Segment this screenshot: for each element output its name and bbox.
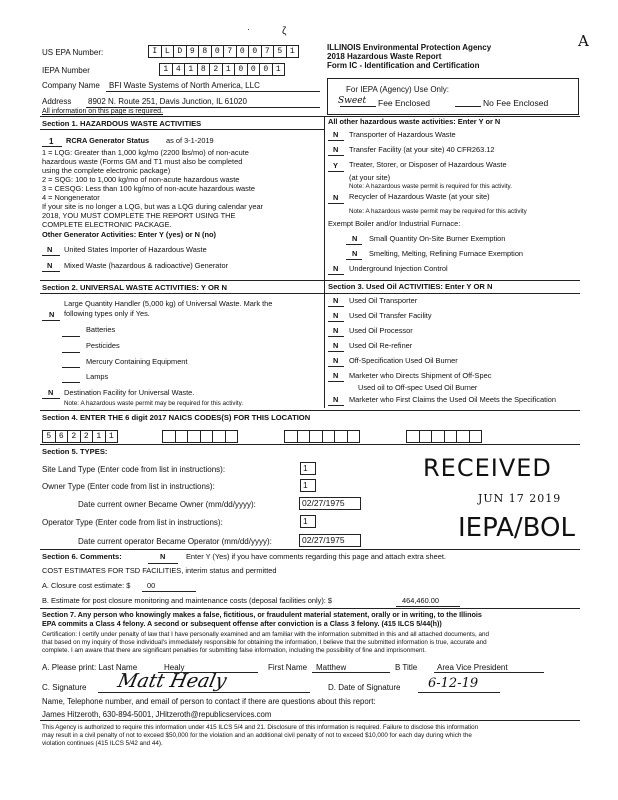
- us-epa-digit: 0: [236, 45, 250, 58]
- treater-label: Treater, Storer, or Disposer of Hazardous Waste: [349, 160, 507, 169]
- signature-date-label: D. Date of Signature: [328, 683, 401, 692]
- importer-value: N: [47, 245, 53, 254]
- section7-title-1: Section 7. Any person who knowingly makes a false, fictitious, or fraudulent material statement, orally or in writing, to the Illinois: [42, 610, 482, 619]
- iepa-digit: 1: [222, 63, 236, 76]
- rcra-label: RCRA Generator Status: [66, 136, 150, 145]
- closure-label: A. Closure cost estimate: $: [42, 581, 131, 590]
- section2-title: Section 2. UNIVERSAL WASTE ACTIVITIES: Y OR N: [42, 283, 227, 292]
- operator-type-value[interactable]: 1: [300, 515, 316, 528]
- uo-processor-label: Used Oil Processor: [349, 326, 413, 335]
- naics-digit: 6: [55, 430, 69, 443]
- iepa-use-label: For IEPA (Agency) Use Only:: [346, 85, 449, 94]
- us-epa-digit: 1: [286, 45, 300, 58]
- uo-burner-label: Off-Specification Used Oil Burner: [349, 356, 458, 365]
- contact-label: Name, Telephone number, and email of person to contact if there are questions about this report:: [42, 697, 376, 706]
- type-mercury: Mercury Containing Equipment: [86, 357, 188, 366]
- naics-digit: 2: [67, 430, 81, 443]
- section4-title: Section 4. ENTER THE 6 digit 2017 NAICS CODES(S) FOR THIS LOCATION: [42, 413, 311, 422]
- uo-transporter-label: Used Oil Transporter: [349, 296, 418, 305]
- destination-label: Destination Facility for Universal Waste.: [64, 388, 195, 397]
- uo-rerefiner-value: N: [333, 341, 339, 350]
- smelting-value: N: [352, 249, 358, 258]
- uo-processor-value: N: [333, 326, 339, 335]
- iepa-digit: 0: [234, 63, 248, 76]
- naics-blank-digit: [431, 430, 445, 443]
- s1-line-4: 3 = CESQG: Less than 100 kg/mo of non-acute hazardous waste: [42, 184, 256, 193]
- closure-value: 00: [147, 581, 156, 590]
- treater-value: Y: [333, 161, 338, 170]
- no-fee-enclosed: No Fee Enclosed: [483, 98, 549, 108]
- smelting-label: Smelting, Melting, Refining Furnace Exemption: [369, 249, 524, 258]
- s1-line-6: If your site is no longer a LQG, but was a LQG during calendar year: [42, 202, 264, 211]
- recycler-label: Recycler of Hazardous Waste (at your site): [349, 192, 490, 201]
- footer-line-1: This Agency is authorized to require this information under 415 ILCS 5/4 and 21. Disclosure of this information is required. Failure to disclose this information: [42, 724, 479, 731]
- title-label: B Title: [395, 663, 418, 672]
- us-epa-label: US EPA Number:: [42, 48, 104, 57]
- company-value: BFI Waste Systems of North America, LLC: [109, 81, 260, 90]
- s1-line-1: hazardous waste (Forms GM and T1 must also be completed: [42, 157, 243, 166]
- signature-date: 6-12-19: [428, 676, 479, 691]
- footer-line-3: violation continues (415 ILCS 5/42 and 44).: [42, 740, 163, 747]
- naics-code-blank-4: [406, 430, 481, 443]
- naics-digit: 1: [92, 430, 106, 443]
- iepa-digit: 8: [197, 63, 211, 76]
- exempt-boiler: Exempt Boiler and/or Industrial Furnace:: [328, 219, 461, 228]
- section1-title: Section 1. HAZARDOUS WASTE ACTIVITIES: [42, 119, 202, 128]
- iepa-digit: 2: [209, 63, 223, 76]
- iepa-label: IEPA Number: [42, 66, 90, 75]
- naics-digit: 1: [105, 430, 119, 443]
- rcra-value: 1: [49, 137, 54, 146]
- uo-marketer-value: N: [333, 371, 339, 380]
- agency-title: ILLINOIS Environmental Protection Agency: [327, 43, 492, 52]
- site-type-value[interactable]: 1: [300, 462, 316, 475]
- comments-value: N: [160, 552, 166, 561]
- naics-digit: 5: [42, 430, 56, 443]
- corner-mark: A: [578, 32, 589, 50]
- us-epa-number: [148, 45, 298, 58]
- small-burner-label: Small Quantity On-Site Burner Exemption: [369, 234, 506, 243]
- owner-type-label: Owner Type (Enter code from list in instructions):: [42, 482, 215, 491]
- lqh-value: N: [49, 310, 55, 319]
- report-title: 2018 Hazardous Waste Report: [327, 52, 442, 61]
- uic-label: Underground Injection Control: [349, 264, 448, 273]
- us-epa-digit: 7: [261, 45, 275, 58]
- us-epa-digit: 9: [186, 45, 200, 58]
- lqh-line-1: Large Quantity Handler (5,000 kg) of Universal Waste. Mark the: [64, 299, 273, 308]
- type-lamps: Lamps: [86, 372, 109, 381]
- iepa-digit: 1: [184, 63, 198, 76]
- print-last-name-label: A. Please print: Last Name: [42, 663, 138, 672]
- type-batteries: Batteries: [86, 325, 116, 334]
- received-date: JUN 17 2019: [478, 492, 562, 505]
- other-generator-activities: Other Generator Activities: Enter Y (yes) or N (no): [42, 230, 216, 239]
- naics-code-blank-2: [162, 430, 237, 443]
- owner-date-value[interactable]: 02/27/1975: [299, 497, 361, 510]
- s1-line-8: COMPLETE ELECTRONIC PACKAGE.: [42, 220, 172, 229]
- destination-note: Note: A hazardous waste permit may be required for this activity.: [64, 400, 244, 407]
- iepa-digit: 0: [259, 63, 273, 76]
- transfer-label: Transfer Facility (at your site) 40 CFR263.12: [349, 145, 495, 154]
- uo-transfer-value: N: [333, 311, 339, 320]
- section3-title: Section 3. Used Oil ACTIVITIES: Enter Y OR N: [328, 282, 493, 291]
- fee-enclosed: Fee Enclosed: [378, 98, 430, 108]
- other-activities-title: All other hazardous waste activities: Enter Y or N: [328, 117, 501, 126]
- us-epa-digit: 0: [248, 45, 262, 58]
- tsd-heading: COST ESTIMATES FOR TSD FACILITIES, interim status and permitted: [42, 566, 277, 575]
- uo-burner-value: N: [333, 356, 339, 365]
- section6-title: Section 6. Comments:: [42, 552, 122, 561]
- naics-blank-digit: [322, 430, 336, 443]
- destination-value: N: [48, 388, 54, 397]
- operator-type-label: Operator Type (Enter code from list in instructions):: [42, 518, 223, 527]
- form-title: Form IC - Identification and Certification: [327, 61, 480, 70]
- naics-blank-digit: [200, 430, 214, 443]
- lqh-line-2: following types only if Yes.: [64, 309, 150, 318]
- naics-blank-digit: [469, 430, 483, 443]
- s1-line-5: 4 = Nongenerator: [42, 193, 100, 202]
- naics-blank-digit: [162, 430, 176, 443]
- naics-digit: 2: [80, 430, 94, 443]
- us-epa-digit: 0: [211, 45, 225, 58]
- naics-code: [42, 430, 117, 443]
- small-burner-value: N: [352, 234, 358, 243]
- comments-text: Enter Y (Yes) if you have comments regarding this page and attach extra sheet.: [186, 552, 446, 561]
- us-epa-digit: 8: [198, 45, 212, 58]
- naics-blank-digit: [309, 430, 323, 443]
- rcra-as-of: as of 3-1-2019: [166, 136, 214, 145]
- uic-value: N: [333, 264, 339, 273]
- iepa-number: [159, 63, 284, 76]
- iepa-digit: 4: [172, 63, 186, 76]
- certification-2: that based on my inquiry of those individual's immediately responsible for obtaining the information, I believe that the submitted information is true, accurate and: [42, 639, 487, 646]
- iepa-digit: 1: [272, 63, 286, 76]
- transfer-value: N: [333, 145, 339, 154]
- signature-label: C. Signature: [42, 683, 87, 692]
- uo-claims-label: Marketer who First Claims the Used Oil Meets the Specification: [349, 395, 557, 404]
- address-value: 8902 N. Route 251, Davis Junction, IL 61020: [88, 97, 247, 106]
- naics-blank-digit: [444, 430, 458, 443]
- received-office: IEPA/BOL: [458, 513, 575, 543]
- post-closure-value: 464,460.00: [402, 596, 439, 605]
- importer-label: United States Importer of Hazardous Waste: [64, 245, 207, 254]
- iepa-digit: 1: [159, 63, 173, 76]
- fee-initials: Sweet: [338, 96, 367, 106]
- naics-blank-digit: [212, 430, 226, 443]
- certification-3: complete. I am aware that there are significant penalties for submitting false information, including the possibility of fine and imprisonment.: [42, 647, 426, 654]
- naics-blank-digit: [456, 430, 470, 443]
- first-name-label: First Name: [268, 663, 308, 672]
- s1-line-3: 2 = SQG: 100 to 1,000 kg/mo of non-acute hazardous waste: [42, 175, 240, 184]
- signature: Matt Healy: [115, 670, 229, 692]
- uo-marketer-label: Marketer who Directs Shipment of Off-Spec: [349, 371, 492, 380]
- mixed-label: Mixed Waste (hazardous & radioactive) Generator: [64, 261, 229, 270]
- uo-marketer-cont: Used oil to Off-spec Used Oil Burner: [358, 383, 478, 392]
- contact-value: James Hitzeroth, 630-894-5001, JHitzeroth@republicservices.com: [42, 710, 272, 719]
- naics-code-blank-3: [284, 430, 359, 443]
- operator-date-label: Date current operator Became Operator (mm/dd/yyyy):: [78, 537, 272, 546]
- recycler-value: N: [333, 193, 339, 202]
- s1-line-0: 1 = LQG: Greater than 1,000 kg/mo (2200 lbs/mo) of non-acute: [42, 148, 249, 157]
- uo-claims-value: N: [333, 395, 339, 404]
- owner-type-value[interactable]: 1: [300, 479, 316, 492]
- uo-rerefiner-label: Used Oil Re-refiner: [349, 341, 413, 350]
- us-epa-digit: I: [148, 45, 162, 58]
- naics-blank-digit: [187, 430, 201, 443]
- us-epa-digit: L: [161, 45, 175, 58]
- naics-blank-digit: [297, 430, 311, 443]
- company-label: Company Name: [42, 81, 100, 90]
- uo-transfer-label: Used Oil Transfer Facility: [349, 311, 432, 320]
- us-epa-digit: D: [173, 45, 187, 58]
- operator-date-value[interactable]: 02/27/1975: [299, 534, 361, 547]
- section5-title: Section 5. TYPES:: [42, 447, 108, 456]
- naics-blank-digit: [284, 430, 298, 443]
- naics-blank-digit: [406, 430, 420, 443]
- us-epa-digit: 7: [223, 45, 237, 58]
- certification-1: Certification: I certify under penalty of law that I have personally examined and am familiar with the information submitted in this and all attached documents, and: [42, 631, 489, 638]
- site-type-label: Site Land Type (Enter code from list in instructions):: [42, 465, 226, 474]
- naics-blank-digit: [225, 430, 239, 443]
- title-value: Area Vice President: [437, 663, 508, 672]
- s1-line-2: using the complete electronic package): [42, 166, 171, 175]
- naics-blank-digit: [175, 430, 189, 443]
- owner-date-label: Date current owner Became Owner (mm/dd/yyyy):: [78, 500, 256, 509]
- address-label: Address: [42, 97, 72, 106]
- last-name-value: Healy: [164, 663, 185, 672]
- us-epa-digit: 5: [273, 45, 287, 58]
- post-closure-label: B. Estimate for post closure monitoring and maintenance costs (deposal facilities only): $: [42, 596, 333, 605]
- iepa-digit: 0: [247, 63, 261, 76]
- transporter-label: Transporter of Hazardous Waste: [349, 130, 456, 139]
- transporter-value: N: [333, 130, 339, 139]
- permit-note-2: Note: A hazardous waste permit may be required for this activity: [349, 208, 527, 215]
- naics-blank-digit: [334, 430, 348, 443]
- permit-note-1: Note: A hazardous waste permit is required for this activity.: [349, 183, 512, 190]
- section7-title-2: EPA commits a Class 4 felony. A second or subsequent offense after conviction is a Class 3 felony. (415 ILCS 5/44(h)): [42, 619, 442, 628]
- received-stamp: RECEIVED: [423, 454, 552, 482]
- first-name-value: Matthew: [316, 663, 347, 672]
- all-info-note: All information on this page is required.: [42, 108, 164, 115]
- mixed-value: N: [47, 261, 53, 270]
- naics-blank-digit: [419, 430, 433, 443]
- s1-line-7: 2018, YOU MUST COMPLETE THE REPORT USING THE: [42, 211, 236, 220]
- uo-transporter-value: N: [333, 296, 339, 305]
- at-your-site: (at your site): [349, 173, 391, 182]
- naics-blank-digit: [347, 430, 361, 443]
- footer-line-2: may result in a civil penalty of not to exceed $50,000 for the violation and an additional civil penalty of not to exceed $10,000 for each day during which the: [42, 732, 472, 739]
- type-pesticides: Pesticides: [86, 341, 120, 350]
